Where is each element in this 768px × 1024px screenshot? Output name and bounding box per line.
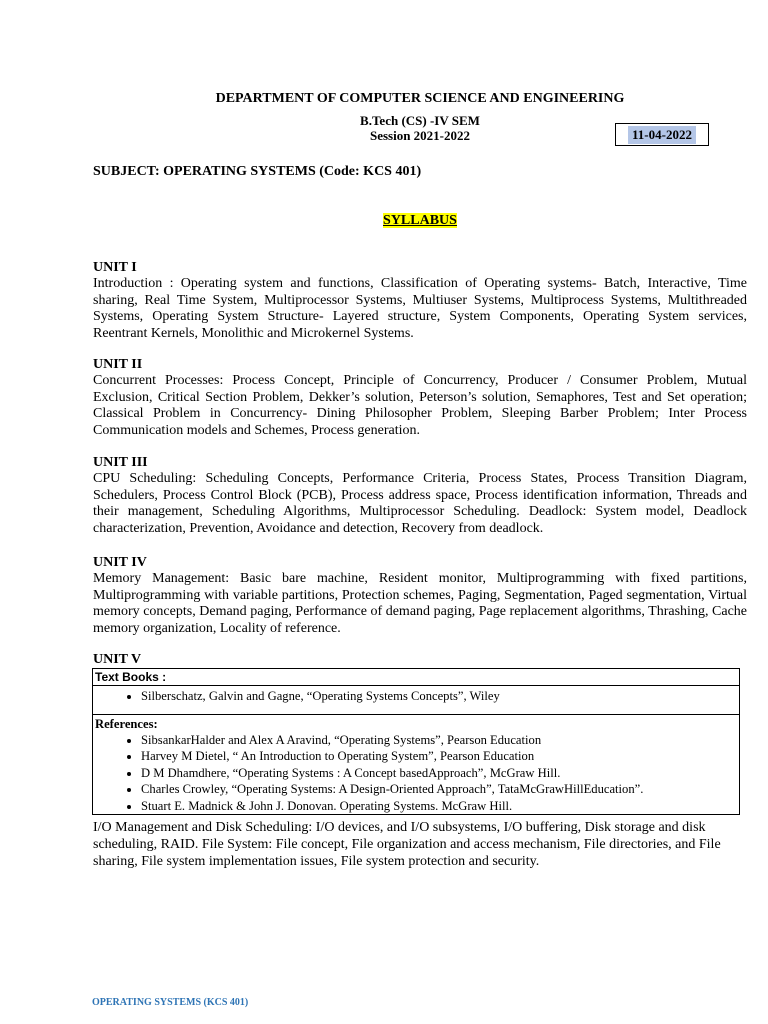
unit-4-section	[93, 555, 747, 637]
date-value: 11-04-2022	[628, 126, 696, 144]
reference-item: • Stuart E. Madnick & John J. Donovan. Operating Systems. McGraw Hill.	[141, 798, 737, 814]
unit-title: UNIT III	[93, 455, 148, 470]
unit-5-description: I/O Management and Disk Scheduling: I/O devices, and I/O subsystems, I/O buffering, Disk storage and disk scheduling, RAID. File System: File concept, File organization and access mechanism, File directories, and File sharing, File system implementation issues, File system protection and security.	[93, 820, 721, 869]
unit-title: UNIT IV	[93, 555, 147, 570]
session-line: Session 2021-2022	[369, 128, 471, 143]
reference-item: • Harvey M Dietel, “ An Introduction to Operating System”, Pearson Education	[141, 748, 737, 764]
unit-description: CPU Scheduling: Scheduling Concepts, Performance Criteria, Process States, Process Transition Diagram, Schedulers, Process Control Block (PCB), Process address space, Process identification information, Threads and their management, Scheduling Algorithms, Multiprocessor Scheduling. Deadlock: System model, Deadlock characterization, Prevention, Avoidance and detection, Recovery from deadlock.	[93, 471, 747, 536]
reference-item: • Charles Crowley, “Operating Systems: A Design-Oriented Approach”, TataMcGrawHillEducation”.	[141, 781, 737, 797]
program-line: B.Tech (CS) -IV SEM	[360, 113, 480, 128]
syllabus-title-text: SYLLABUS	[383, 213, 457, 228]
reference-item: • SibsankarHalder and Alex A Aravind, “Operating Systems”, Pearson Education	[141, 732, 737, 748]
unit-description: Memory Management: Basic bare machine, Resident monitor, Multiprogramming with fixed partitions, Multiprogramming with variable partitions, Protection schemes, Paging, Segmentation, Paged segmentation, Virtual memory concepts, Demand paging, Performance of demand paging, Page replacement algorithms, Thrashing, Cache memory organization, Locality of reference.	[93, 571, 747, 636]
department-heading: DEPARTMENT OF COMPUTER SCIENCE AND ENGINEERING	[215, 91, 625, 106]
text-book-item: • Silberschatz, Galvin and Gagne, “Operating Systems Concepts”, Wiley	[141, 688, 739, 704]
unit-description: Introduction : Operating system and functions, Classification of Operating systems- Batch, Interactive, Time sharing, Real Time System, Multiprocessor Systems, Multiuser Systems, Multiprocess Systems, Multithreaded Systems, Operating System Structure- Layered structure, System Components, Operating System services, Reentrant Kernels, Monolithic and Microkernel Systems.	[93, 276, 747, 341]
subject-heading: SUBJECT: OPERATING SYSTEMS (Code: KCS 401)	[93, 164, 422, 179]
references-row	[93, 715, 739, 814]
page-footer: OPERATING SYSTEMS (KCS 401)	[92, 997, 249, 1008]
unit-1-section	[93, 260, 747, 342]
syllabus-title	[0, 211, 768, 229]
unit-title: UNIT I	[93, 260, 137, 275]
text-books-title: Text Books :	[93, 669, 739, 686]
unit-2-section	[93, 357, 747, 439]
unit-description: Concurrent Processes: Process Concept, Principle of Concurrency, Producer / Consumer Problem, Mutual Exclusion, Critical Section Problem, Dekker’s solution, Peterson’s solution, Semaphores, Test and Set operation; Classical Problem in Concurrency- Dining Philosopher Problem, Sleeping Barber Problem; Inter Process Communication models and Schemes, Process generation.	[93, 373, 747, 438]
reference-item: • D M Dhamdhere, “Operating Systems : A Concept basedApproach”, McGraw Hill.	[141, 765, 737, 781]
books-table	[92, 668, 740, 815]
text-books-list	[93, 686, 739, 704]
unit-title: UNIT V	[93, 652, 142, 667]
text-books-row	[93, 686, 739, 715]
references-title: References:	[95, 717, 158, 731]
unit-5-section	[93, 652, 747, 668]
unit-title: UNIT II	[93, 357, 143, 372]
date-box	[615, 123, 709, 146]
references-list	[93, 732, 737, 814]
unit-3-section	[93, 455, 747, 537]
